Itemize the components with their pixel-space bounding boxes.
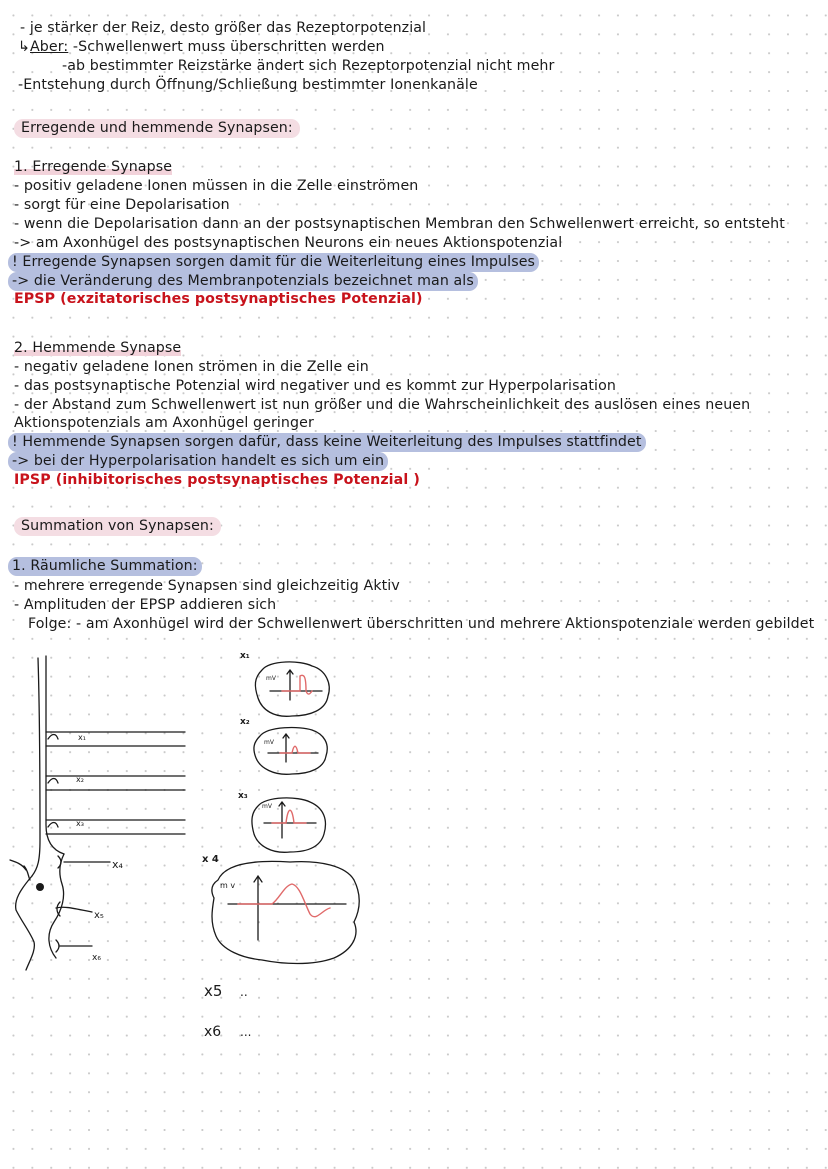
erregend-line-2: - sorgt für eine Depolarisation <box>14 197 230 213</box>
bubble-label-x3: x₃ <box>238 791 248 801</box>
bubble-label-x4: x 4 <box>202 854 219 865</box>
erregend-line-1: - positiv geladene Ionen müssen in die Zelle einströmen <box>14 178 419 194</box>
summation-diagram <box>0 640 828 1060</box>
intro-line-1: - je stärker der Reiz, desto größer das Rezeptorpotenzial <box>20 20 427 36</box>
subheading-hemmend <box>14 339 181 358</box>
graph-x1 <box>266 670 322 700</box>
bubble-x1 <box>255 662 329 716</box>
cell-body-left <box>16 876 35 970</box>
hemmend-line-2: - das postsynaptische Potenzial wird negativer und es kommt zur Hyperpolarisation <box>14 378 616 394</box>
graph-x3-axis-label: mV <box>262 803 272 810</box>
subheading-erregend-text: 1. Erregende Synapse <box>14 159 173 175</box>
label-x6: x₆ <box>92 953 101 963</box>
branch-x1 <box>46 732 185 746</box>
raeumlich-line-2: - Amplituden der EPSP addieren sich <box>14 597 277 613</box>
hemmend-highlight-1: ! Hemmende Synapsen sorgen dafür, dass keine Weiterleitung des Impulses stattfindet <box>8 433 646 452</box>
subheading-hemmend-text: 2. Hemmende Synapse <box>14 340 182 356</box>
label-x5: x₅ <box>94 910 104 921</box>
tail-x6: x6 <box>204 1024 222 1040</box>
hemmend-line-3: - der Abstand zum Schwellenwert ist nun größer und die Wahrscheinlichkeit des auslösen eines neuen <box>14 397 751 413</box>
subheading-erregend <box>14 158 172 177</box>
graph-x2 <box>264 734 318 762</box>
section-heading-synapsen: Erregende und hemmende Synapsen: <box>14 119 300 138</box>
branch-x2 <box>46 776 185 790</box>
cell-body-right <box>49 854 64 958</box>
tail-x6-dots: ... <box>240 1025 252 1039</box>
input-x6 <box>56 940 92 952</box>
erregend-line-3: - wenn die Depolarisation dann an der postsynaptischen Membran den Schwellenwert erreicht, so entsteht <box>14 216 785 232</box>
graph-x2-axis-label: mV <box>264 739 274 746</box>
epsp-term: EPSP (exzitatorisches postsynaptisches Potenzial) <box>14 291 423 307</box>
neuron-axon-trunk-left <box>32 658 40 876</box>
subheading-raeumlich: 1. Räumliche Summation: <box>8 557 202 576</box>
bubble-label-x2: x₂ <box>240 717 250 727</box>
neuron-axon-trunk-right <box>46 656 64 854</box>
hemmend-line-4: Aktionspotenzials am Axonhügel geringer <box>14 415 314 431</box>
bubble-x4 <box>212 861 359 963</box>
tail-x5: x5 <box>204 982 223 1000</box>
erregend-line-4: -> am Axonhügel des postsynaptischen Neurons ein neues Aktionspotenzial <box>14 235 563 251</box>
intro-line-2 <box>18 38 385 57</box>
erregend-highlight-1: ! Erregende Synapsen sorgen damit für die Weiterleitung eines Impulses <box>8 253 539 272</box>
label-x4: x₄ <box>112 858 123 871</box>
intro-line-4: -Entstehung durch Öffnung/Schließung bestimmter Ionenkanäle <box>18 77 478 93</box>
folge-line: Folge: - am Axonhügel wird der Schwellenwert überschritten und mehrere Aktionspotenziale werden gebildet <box>28 616 815 632</box>
graph-x4 <box>220 876 346 940</box>
input-x4 <box>58 856 110 868</box>
dendrite-small <box>10 860 30 880</box>
tail-x5-dots: .. <box>240 985 248 999</box>
section-heading-summation: Summation von Synapsen: <box>14 517 221 536</box>
graph-x1-axis-label: mV <box>266 675 276 682</box>
bubble-label-x1: x₁ <box>240 651 250 661</box>
raeumlich-line-1: - mehrere erregende Synapsen sind gleichzeitig Aktiv <box>14 578 400 594</box>
ipsp-term: IPSP (inhibitorisches postsynaptisches Potenzial ) <box>14 472 420 488</box>
aber-label: Aber: <box>30 39 69 55</box>
hemmend-highlight-2: -> bei der Hyperpolarisation handelt es sich um ein <box>8 452 388 471</box>
label-x1: x₁ <box>78 733 86 742</box>
label-x2: x₂ <box>76 775 84 784</box>
graph-x4-axis-label: m v <box>220 881 236 890</box>
bubble-x2 <box>254 728 327 775</box>
branch-x3 <box>46 820 185 834</box>
erregend-highlight-2: -> die Veränderung des Membranpotenzials bezeichnet man als <box>8 272 478 291</box>
intro-line-2-text: -Schwellenwert muss überschritten werden <box>68 39 385 55</box>
hemmend-line-1: - negativ geladene Ionen strömen in die Zelle ein <box>14 359 369 375</box>
label-x3: x₃ <box>76 819 84 828</box>
cell-nucleus <box>36 883 44 891</box>
intro-line-3: -ab bestimmter Reizstärke ändert sich Rezeptorpotenzial nicht mehr <box>62 58 555 74</box>
arrow-icon: ↳ <box>18 39 30 55</box>
graph-x3 <box>262 802 316 838</box>
